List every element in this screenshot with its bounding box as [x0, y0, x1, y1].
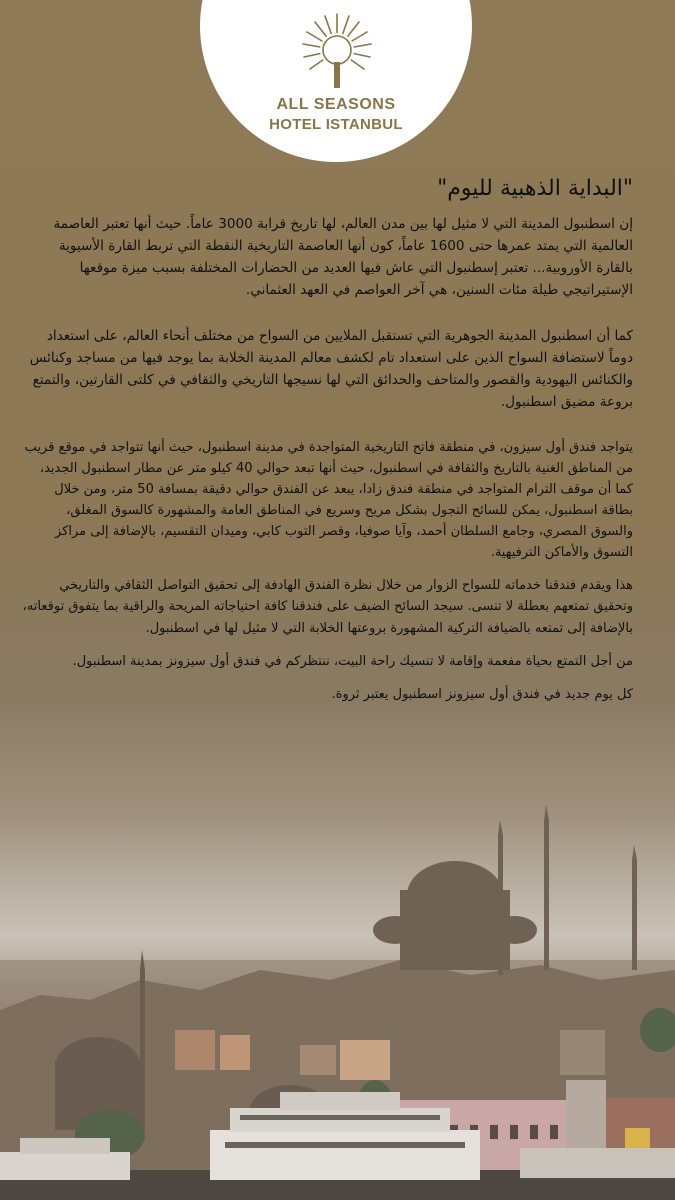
paragraph-tourism: كما أن اسطنبول المدينة الجوهرية التي تستقبل الملايين من السواح من مختلف أنحاء العالم، على استعداد دوماً لاستضافة السواح الذين على استعداد تام لكشف معالم المدينة الخلابة بما يوجد فيها من مساجد وكنائس والكنائس اليهودية والقصور والمتاحف والحدائق التي لها نسيجها التاريخي والثقافي في كلتى القارتين، والتمتع بروعة مضيق اسطنبول. — [29, 328, 633, 411]
brand-subtitle: HOTEL ISTANBUL — [269, 116, 403, 133]
paragraph-history: إن اسطنبول المدينة التي لا مثيل لها بين مدن العالم، لها تاريخ قرابة 3000 عاماً. حيث أنها تعتبر العاصمة العالمية التي يمتد عمرها حتى 1600 عاماً، كون أنها العاصمة التاريخية النقطة التي تربط القارة الأسيوية بالقارة الأوروبية... تعتبر إسطنبول التي عاش فيها العديد من الحضارات المختلفة بسبب ميزة موقعها الإستيراتيجي طيلة مئات السنين، هي آخر العواصم في العهد العثماني. — [53, 216, 633, 299]
paragraph-closing: كل يوم جديد في فندق أول سيزونز اسطنبول يعتبر ثروة. — [331, 686, 633, 702]
paragraph-location: يتواجد فندق أول سيزون، في منطقة فاتح التاريخية المتواجدة في مدينة اسطنبول، حيث أنها تتواجد في موقع قريب من المناطق الغنية بالتاريخ والثقافة في اسطنبول، حيث أنها تبعد حوالي 40 كيلو متر عن مطار اسطنبول الجديد، كما أن موقف الترام المتواجد في منطقة فندق زادا، يبعد عن الفندق حوالي دقيقة بمسافة 50 متر، ومن خلال بطاقة اسطنبول، يمكن للسائح التجول بشكل مريح وسريع في المناطق العامة والمشهورة كالسوق المغلق، والسوق المصري، وجامع السلطان أحمد، وآيا صوفيا، وقصر التوب كابي، وميدان التقسيم، بالإضافة إلى مراكز التسوق والأماكن الترفيهية. — [24, 440, 633, 561]
page-title: "البداية الذهبية لليوم" — [437, 176, 633, 201]
article — [20, 176, 633, 717]
brand-name: ALL SEASONS — [276, 96, 396, 113]
istanbul-skyline-photo — [0, 780, 675, 1200]
paragraph-services: هذا ويقدم فندقنا خدماته للسواح الزوار من خلال نظرة الفندق الهادفة إلى تحقيق التواصل الثقافي والتاريخي وتحقيق تمتعهم بعطلة لا تنسى. سيجد السائح الضيف على فندقنا كافة احتياجاته المريحة والراقية بما يتفوق توقعاته، بالإضافة إلى تمتعه بالضيافة التركية المشهورة بروعتها الخلابة التي لا مثيل لها في اسطنبول. — [22, 578, 633, 636]
paragraph-invitation: من أجل التمتع بحياة مفعمة وإقامة لا تنسيك راحة البيت، ننتظركم في فندق أول سيزونز بمدينة اسطنبول. — [72, 653, 633, 669]
sun-rays-keyhole-icon — [300, 12, 374, 90]
